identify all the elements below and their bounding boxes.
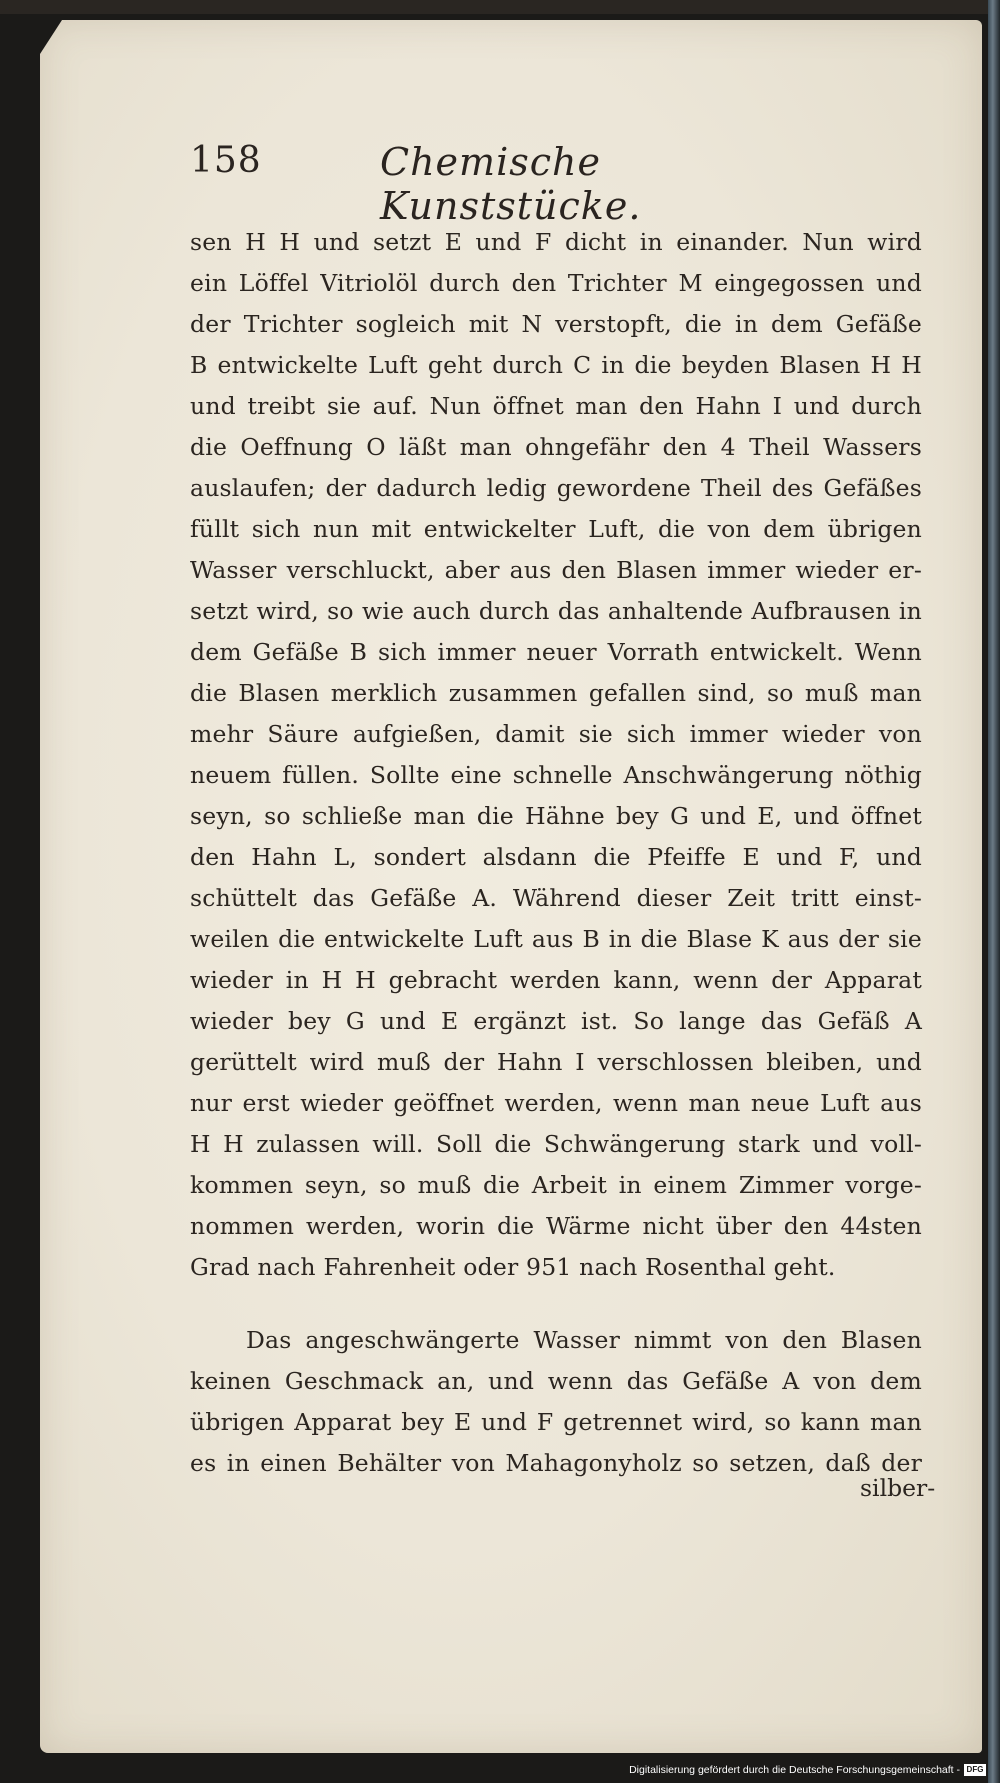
- text-line: kommen seyn, so muß die Arbeit in einem Zimmer vorge-: [190, 1171, 922, 1199]
- scan-top-edge: [0, 0, 1000, 14]
- page-number: 158: [190, 140, 262, 181]
- text-line: es in einen Behälter von Mahagonyholz so setzen, daß der: [190, 1449, 922, 1477]
- text-line: gerüttelt wird muß der Hahn I verschlossen bleiben, und: [190, 1048, 922, 1076]
- text-line: Grad nach Fahrenheit oder 951 nach Rosenthal geht.: [190, 1253, 836, 1281]
- credit-text: Digitalisierung gefördert durch die Deutsche Forschungsgemeinschaft -: [629, 1764, 960, 1776]
- paragraph-1: [190, 222, 922, 1288]
- body-text: [190, 222, 922, 1484]
- running-title: Chemische Kunststücke.: [380, 140, 642, 228]
- text-line: die Oeffnung O läßt man ohngefähr den 4 Theil Wassers: [190, 433, 922, 461]
- paragraph-gap: [190, 1288, 922, 1320]
- text-line: wieder in H H gebracht werden kann, wenn der Apparat: [190, 966, 922, 994]
- book-spine-edge: [988, 0, 1000, 1783]
- text-line: neuem füllen. Sollte eine schnelle Anschwängerung nöthig: [190, 761, 922, 789]
- text-line: Das angeschwängerte Wasser nimmt von den Blasen: [246, 1326, 922, 1354]
- text-line: nur erst wieder geöffnet werden, wenn man neue Luft aus: [190, 1089, 922, 1117]
- text-line: auslaufen; der dadurch ledig gewordene Theil des Gefäßes: [190, 474, 922, 502]
- text-line: weilen die entwickelte Luft aus B in die Blase K aus der sie: [190, 925, 922, 953]
- text-line: den Hahn L, sondert alsdann die Pfeiffe E und F, und: [190, 843, 922, 871]
- text-line: Wasser verschluckt, aber aus den Blasen immer wieder er-: [190, 556, 922, 584]
- text-line: und treibt sie auf. Nun öffnet man den Hahn I und durch: [190, 392, 922, 420]
- text-line: seyn, so schließe man die Hähne bey G und E, und öffnet: [190, 802, 922, 830]
- text-line: dem Gefäße B sich immer neuer Vorrath entwickelt. Wenn: [190, 638, 922, 666]
- paragraph-2: [190, 1320, 922, 1484]
- text-line: H H zulassen will. Soll die Schwängerung stark und voll-: [190, 1130, 922, 1158]
- catchword: silber-: [860, 1474, 936, 1502]
- page-corner-fold: [40, 20, 62, 54]
- text-line: setzt wird, so wie auch durch das anhaltende Aufbrausen in: [190, 597, 922, 625]
- text-line: nommen werden, worin die Wärme nicht über den 44sten: [190, 1212, 922, 1240]
- text-line: die Blasen merklich zusammen gefallen sind, so muß man: [190, 679, 922, 707]
- text-line: keinen Geschmack an, und wenn das Gefäße A von dem: [190, 1367, 922, 1395]
- text-line: schüttelt das Gefäße A. Während dieser Zeit tritt einst-: [190, 884, 922, 912]
- text-line: B entwickelte Luft geht durch C in die beyden Blasen H H: [190, 351, 922, 379]
- text-line: sen H H und setzt E und F dicht in einander. Nun wird: [190, 228, 922, 256]
- text-line: mehr Säure aufgießen, damit sie sich immer wieder von: [190, 720, 922, 748]
- text-line: ein Löffel Vitriolöl durch den Trichter M eingegossen und: [190, 269, 922, 297]
- text-line: der Trichter sogleich mit N verstopft, die in dem Gefäße: [190, 310, 922, 338]
- text-line: wieder bey G und E ergänzt ist. So lange das Gefäß A: [190, 1007, 922, 1035]
- text-line: übrigen Apparat bey E und F getrennet wird, so kann man: [190, 1408, 922, 1436]
- digitization-credit: [629, 1761, 986, 1779]
- dfg-logo: DFG: [964, 1764, 986, 1776]
- text-line: füllt sich nun mit entwickelter Luft, die von dem übrigen: [190, 515, 922, 543]
- page-header: [190, 140, 810, 228]
